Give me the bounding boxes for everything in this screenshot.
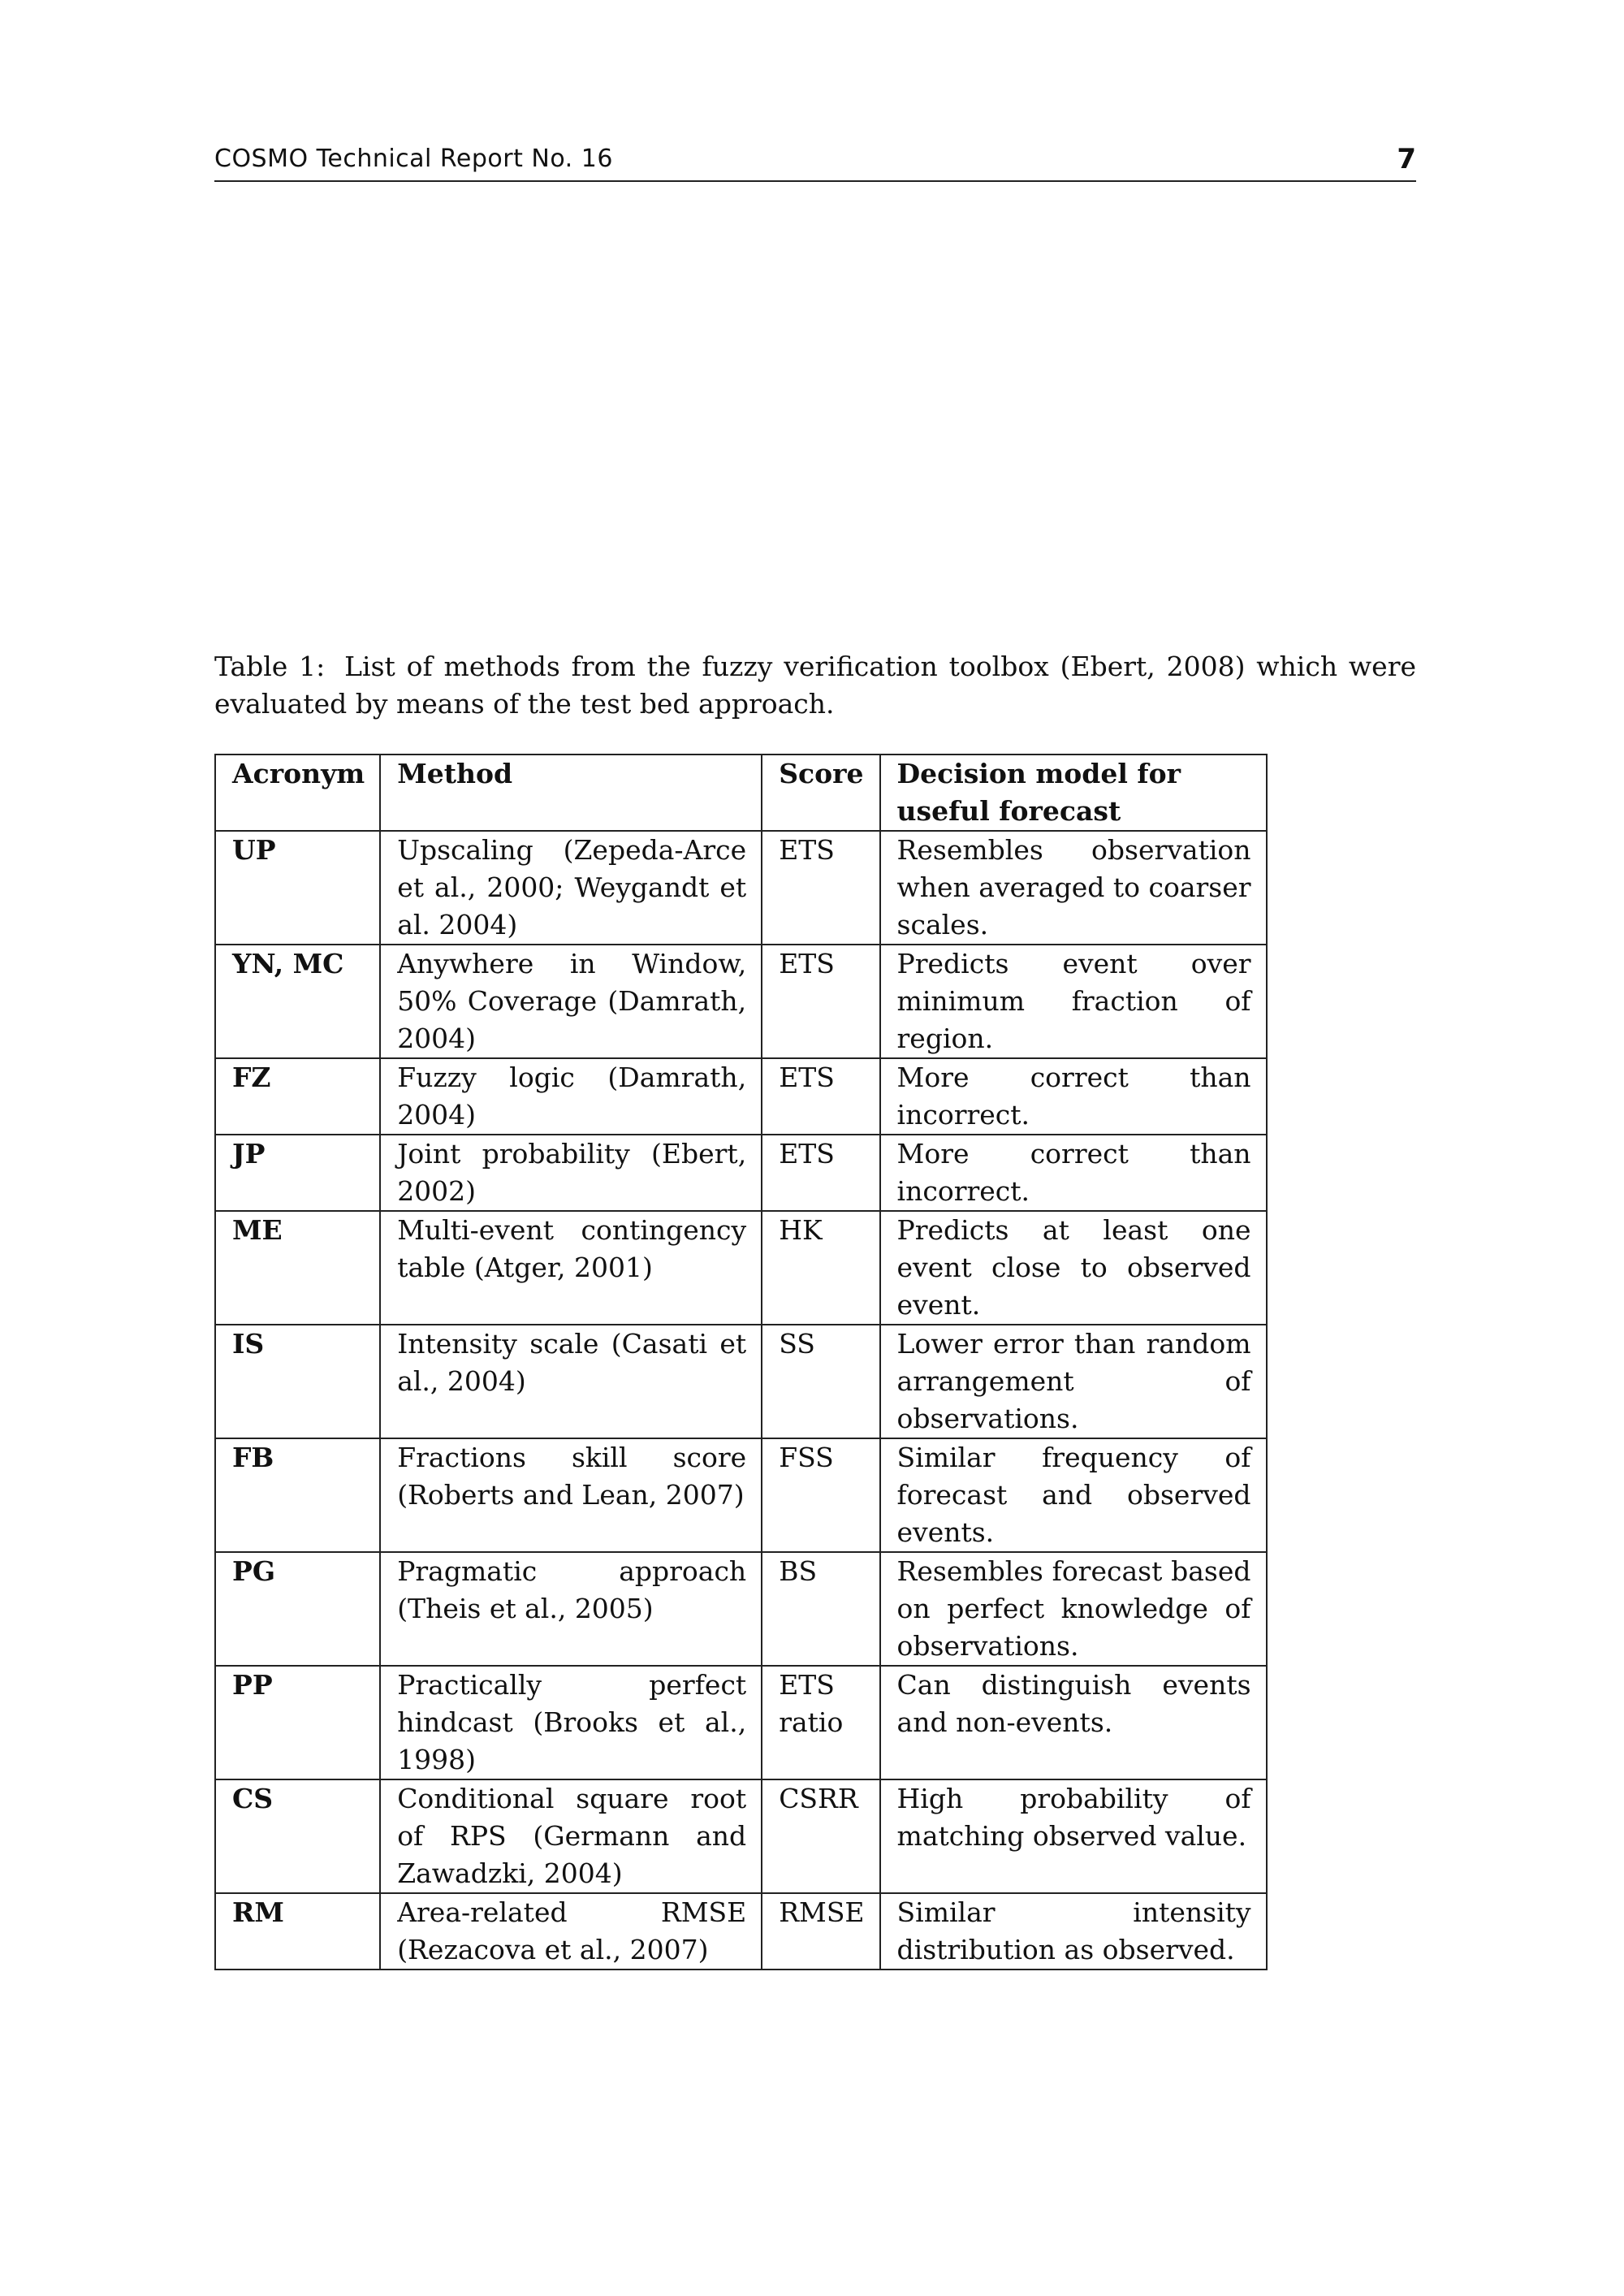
acronym-cell: FB	[215, 1438, 380, 1552]
method-cell: Anywhere in Window, 50% Coverage (Damrath, 2004)	[380, 945, 762, 1058]
methods-table	[214, 754, 1268, 1970]
decision-cell: Predicts at least one event close to observed event.	[880, 1211, 1267, 1325]
method-cell: Multi-event contingency table (Atger, 2001)	[380, 1211, 762, 1325]
decision-cell: Resembles observation when averaged to coarser scales.	[880, 831, 1267, 945]
method-cell: Intensity scale (Casati et al., 2004)	[380, 1325, 762, 1438]
table-row	[215, 831, 1267, 945]
score-cell: ETS	[762, 1058, 879, 1135]
acronym-cell: YN, MC	[215, 945, 380, 1058]
table-row	[215, 1135, 1267, 1211]
decision-cell: Can distinguish events and non-events.	[880, 1666, 1267, 1779]
score-cell: ETS	[762, 945, 879, 1058]
table-row	[215, 1058, 1267, 1135]
method-cell: Conditional square root of RPS (Germann and Zawadzki, 2004)	[380, 1779, 762, 1893]
score-cell: ETS ratio	[762, 1666, 879, 1779]
header-method: Method	[380, 755, 762, 831]
acronym-cell: RM	[215, 1893, 380, 1970]
table-row	[215, 945, 1267, 1058]
table-row	[215, 1779, 1267, 1893]
score-cell: CSRR	[762, 1779, 879, 1893]
decision-cell: Similar intensity distribution as observed.	[880, 1893, 1267, 1970]
decision-cell: Lower error than random arrangement of observations.	[880, 1325, 1267, 1438]
score-cell: BS	[762, 1552, 879, 1666]
page-number: 7	[1397, 143, 1416, 175]
acronym-cell: IS	[215, 1325, 380, 1438]
method-cell: Practically perfect hindcast (Brooks et al., 1998)	[380, 1666, 762, 1779]
method-cell: Fuzzy logic (Damrath, 2004)	[380, 1058, 762, 1135]
report-title: COSMO Technical Report No. 16	[214, 145, 613, 173]
decision-cell: High probability of matching observed value.	[880, 1779, 1267, 1893]
score-cell: RMSE	[762, 1893, 879, 1970]
acronym-cell: PG	[215, 1552, 380, 1666]
decision-cell: Predicts event over minimum fraction of region.	[880, 945, 1267, 1058]
table-row	[215, 1666, 1267, 1779]
method-cell: Pragmatic approach (Theis et al., 2005)	[380, 1552, 762, 1666]
decision-cell: Similar frequency of forecast and observed events.	[880, 1438, 1267, 1552]
header-acronym: Acronym	[215, 755, 380, 831]
acronym-cell: PP	[215, 1666, 380, 1779]
score-cell: ETS	[762, 1135, 879, 1211]
table-row	[215, 1438, 1267, 1552]
decision-cell: More correct than incorrect.	[880, 1058, 1267, 1135]
caption-label: Table 1:	[214, 651, 326, 682]
method-cell: Area-related RMSE (Rezacova et al., 2007)	[380, 1893, 762, 1970]
header-score: Score	[762, 755, 879, 831]
decision-cell: More correct than incorrect.	[880, 1135, 1267, 1211]
table-row	[215, 1325, 1267, 1438]
table-caption	[214, 648, 1416, 723]
score-cell: FSS	[762, 1438, 879, 1552]
table-header-row	[215, 755, 1267, 831]
score-cell: HK	[762, 1211, 879, 1325]
table-row	[215, 1552, 1267, 1666]
table-row	[215, 1893, 1267, 1970]
acronym-cell: ME	[215, 1211, 380, 1325]
header-decision-model: Decision model for useful forecast	[880, 755, 1267, 831]
acronym-cell: UP	[215, 831, 380, 945]
method-cell: Joint probability (Ebert, 2002)	[380, 1135, 762, 1211]
table-row	[215, 1211, 1267, 1325]
score-cell: ETS	[762, 831, 879, 945]
method-cell: Upscaling (Zepeda-Arce et al., 2000; Weygandt et al. 2004)	[380, 831, 762, 945]
acronym-cell: CS	[215, 1779, 380, 1893]
caption-text: List of methods from the fuzzy verification toolbox (Ebert, 2008) which were evaluated by means of the test bed approach.	[214, 651, 1416, 720]
decision-cell: Resembles forecast based on perfect knowledge of observations.	[880, 1552, 1267, 1666]
acronym-cell: JP	[215, 1135, 380, 1211]
score-cell: SS	[762, 1325, 879, 1438]
running-header	[214, 143, 1416, 182]
method-cell: Fractions skill score (Roberts and Lean, 2007)	[380, 1438, 762, 1552]
acronym-cell: FZ	[215, 1058, 380, 1135]
